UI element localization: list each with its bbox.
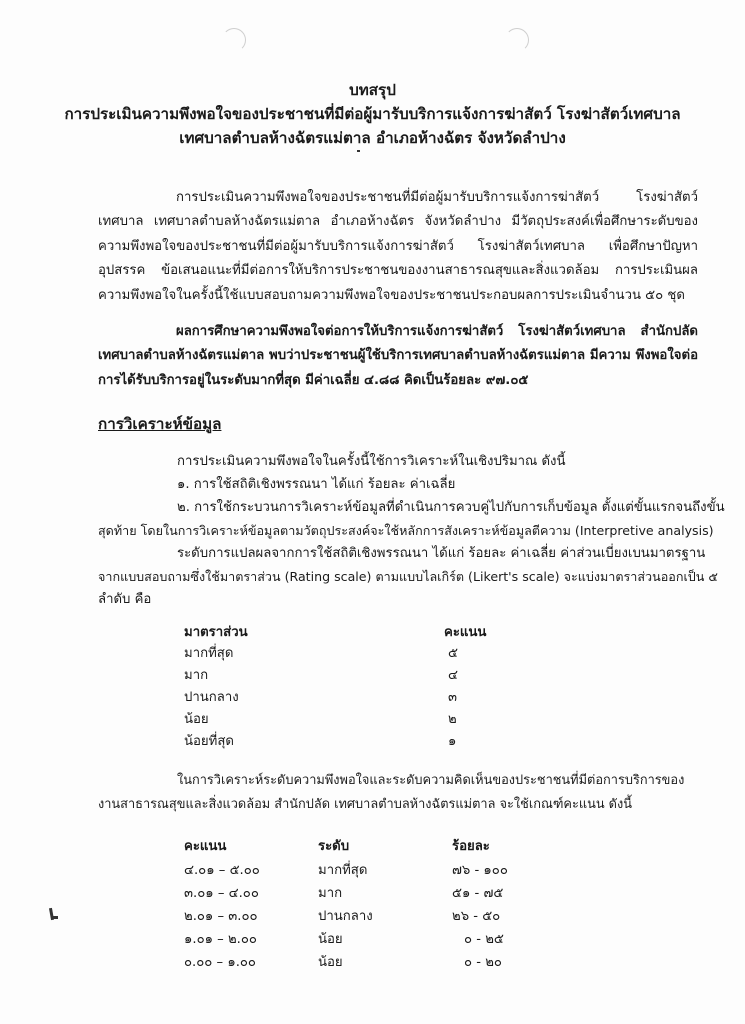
criteria-header-percent: ร้อยละ — [452, 839, 490, 854]
criteria-header-score: คะแนน — [184, 839, 227, 854]
criteria-row-level: น้อย — [318, 932, 343, 947]
scale-row-score: ๓ — [448, 690, 458, 705]
criteria-row-score: ๓.๐๑ – ๔.๐๐ — [184, 886, 259, 901]
scale-header-score: คะแนน — [444, 625, 487, 640]
criteria-row-percent: ๐ - ๒๐ — [464, 955, 502, 970]
scan-speck — [53, 916, 58, 919]
scale-row-score: ๔ — [448, 668, 458, 683]
criteria-row-score: ๒.๐๑ – ๓.๐๐ — [184, 909, 258, 924]
scale-row-score: ๑ — [448, 734, 457, 749]
analysis-line: ๑. การใช้สถิติเชิงพรรณนา ได้แก่ ร้อยละ ค่าเฉลี่ย — [177, 477, 456, 492]
title-line-2: การประเมินความพึงพอใจของประชาชนที่มีต่อผู้มารับบริการแจ้งการฆ่าสัตว์ โรงฆ่าสัตว์เทศบาล — [64, 105, 681, 123]
document-title — [40, 78, 705, 150]
intro-paragraph — [98, 186, 698, 308]
scale-row-score: ๒ — [448, 712, 457, 727]
result-paragraph — [98, 320, 698, 393]
criteria-row-score: ๑.๐๑ – ๒.๐๐ — [184, 932, 257, 947]
title-line-1: บทสรุป — [349, 81, 396, 99]
analysis-line: ระดับการแปลผลจากการใช้สถิติเชิงพรรณนา ได้แก่ ร้อยละ ค่าเฉลี่ย ค่าส่วนเบี่ยงเบนมาตรฐาน — [177, 546, 706, 561]
criteria-line: ในการวิเคราะห์ระดับความพึงพอใจและระดับความคิดเห็นของประชาชนที่มีต่อการบริการของ — [177, 773, 685, 788]
scale-row-score: ๕ — [448, 646, 458, 661]
criteria-header-level: ระดับ — [318, 839, 350, 854]
punch-hole-left — [222, 28, 246, 52]
criteria-row-percent: ๗๖ - ๑๐๐ — [452, 863, 508, 878]
criteria-line: งานสาธารณสุขและสิ่งแวดล้อม สำนักปลัด เทศบาลตำบลห้างฉัตรแม่ตาล จะใช้เกณฑ์คะแนน ดังนี้ — [98, 797, 632, 812]
criteria-row-score: ๔.๐๑ – ๕.๐๐ — [184, 863, 260, 878]
criteria-row-percent: ๕๑ - ๗๕ — [452, 886, 504, 901]
criteria-row-level: น้อย — [318, 955, 343, 970]
title-line-3: เทศบาลตำบลห้างฉัตรแม่ตาล อำเภอห้างฉัตร จังหวัดลำปาง — [179, 129, 566, 147]
criteria-row-percent: ๐ - ๒๕ — [464, 932, 504, 947]
analysis-line: จากแบบสอบถามซึ่งใช้มาตราส่วน (Rating scale) ตามแบบไลเกิร์ต (Likert's scale) จะแบ่งมาตราส่วนออกเป็น ๕ — [98, 569, 718, 584]
criteria-row-level: ปานกลาง — [318, 909, 373, 924]
criteria-row-percent: ๒๖ - ๕๐ — [452, 909, 501, 924]
punch-hole-right — [505, 28, 529, 52]
analysis-line: สุดท้าย โดยในการวิเคราะห์ข้อมูลตามวัตถุประสงค์จะใช้หลักการสังเคราะห์ข้อมูลตีความ (Interpretive analysis) — [98, 523, 714, 538]
criteria-row-level: มาก — [318, 886, 343, 901]
analysis-line: ลำดับ คือ — [98, 592, 152, 607]
intro-text: การประเมินความพึงพอใจของประชาชนที่มีต่อผู้มารับบริการแจ้งการฆ่าสัตว์ โรงฆ่าสัตว์เทศบาล เทศบาลตำบลห้างฉัตรแม่ตาล อำเภอห้างฉัตร จังหวัดลำปาง มีวัตถุประสงค์เพื่อศึกษาระดับของความพึงพอใจของประชาชนที่มีต่อผู้มารับบริการแจ้งการฆ่าสัตว์ โรงฆ่าสัตว์เทศบาล เพื่อศึกษาปัญหา อุปสรรค ข้อเสนอแนะที่มีต่อการให้บริการประชาชนของงานสาธารณสุขและสิ่งแวดล้อม การประเมินผลความพึงพอใจในครั้งนี้ใช้แบบสอบถามความพึงพอใจของประชาชนประกอบผลการประเมินจำนวน ๕๐ ชุด — [98, 190, 698, 303]
criteria-row-score: ๐.๐๐ – ๑.๐๐ — [184, 955, 256, 970]
scale-header-label: มาตราส่วน — [184, 625, 248, 640]
result-text: ผลการศึกษาความพึงพอใจต่อการให้บริการแจ้งการฆ่าสัตว์ โรงฆ่าสัตว์เทศบาล สำนักปลัดเทศบาลตำบลห้างฉัตรแม่ตาล พบว่าประชาชนผู้ใช้บริการเทศบาลตำบลห้างฉัตรแม่ตาล มีความ พึงพอใจต่อการได้รับบริการอยู่ในระดับมากที่สุด มีค่าเฉลี่ย ๔.๘๘ คิดเป็นร้อยละ ๙๗.๐๕ — [98, 324, 698, 388]
scale-row-label: ปานกลาง — [184, 690, 239, 705]
criteria-row-level: มากที่สุด — [318, 863, 368, 878]
analysis-line: การประเมินความพึงพอใจในครั้งนี้ใช้การวิเคราะห์ในเชิงปริมาณ ดังนี้ — [177, 454, 566, 469]
scale-row-label: น้อย — [184, 712, 209, 727]
scale-row-label: น้อยที่สุด — [184, 734, 234, 749]
analysis-heading: การวิเคราะห์ข้อมูล — [98, 415, 222, 433]
scan-speck — [357, 150, 360, 152]
scale-row-label: มากที่สุด — [184, 646, 234, 661]
analysis-line: ๒. การใช้กระบวนการวิเคราะห์ข้อมูลที่ดำเนินการควบคู่ไปกับการเก็บข้อมูล ตั้งแต่ขั้นแรกจนถึงขั้น — [177, 500, 725, 515]
scale-row-label: มาก — [184, 668, 209, 683]
